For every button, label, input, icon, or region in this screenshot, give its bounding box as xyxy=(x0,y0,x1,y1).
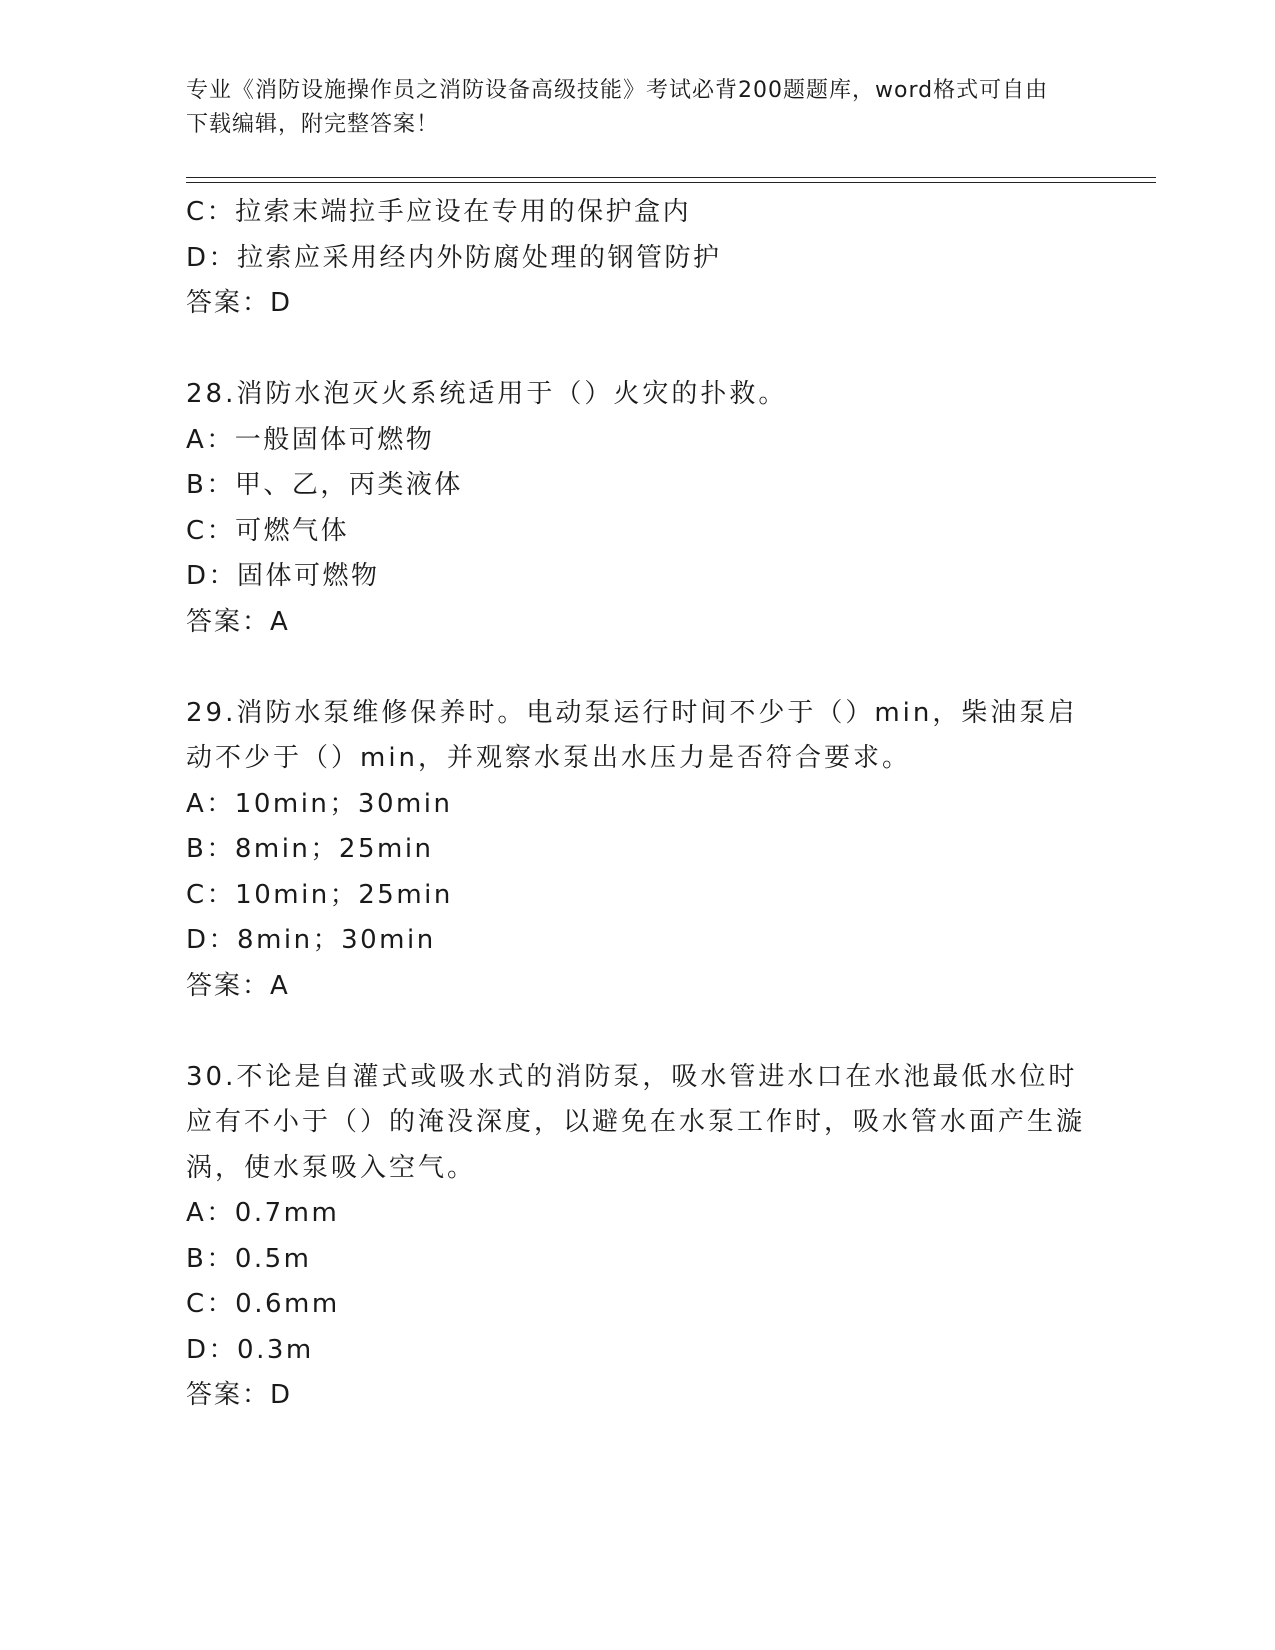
question-content xyxy=(186,190,1086,1419)
option-c: C：10min；25min xyxy=(186,879,453,910)
answer-label: 答案：A xyxy=(186,970,290,1001)
question-stem: 29.消防水泵维修保养时。电动泵运行时间不少于（）min，柴油泵启动不少于（）min，并观察水泵出水压力是否符合要求。 xyxy=(186,697,1078,773)
spacer xyxy=(186,327,1086,373)
answer-label: 答案：D xyxy=(186,288,293,318)
option-a: A：10min；30min xyxy=(186,788,453,819)
option-c: C：0.6mm xyxy=(186,1289,340,1319)
answer-label: 答案：D xyxy=(186,1380,293,1410)
question-stem: 28.消防水泡灭火系统适用于（）火灾的扑救。 xyxy=(186,379,788,409)
option-b: B：甲、乙，丙类液体 xyxy=(186,470,463,500)
option-d: D：拉索应采用经内外防腐处理的钢管防护 xyxy=(186,242,722,273)
header-divider-bottom xyxy=(186,182,1156,183)
option-d: D：0.3m xyxy=(186,1334,314,1365)
option-c: C：可燃气体 xyxy=(186,515,350,546)
question-30 xyxy=(186,1055,1086,1419)
spacer xyxy=(186,1009,1086,1055)
spacer xyxy=(186,645,1086,691)
option-a: A：0.7mm xyxy=(186,1198,340,1228)
question-stem: 30.不论是自灌式或吸水式的消防泵，吸水管进水口在水池最低水位时应有不小于（）的淹没深度，以避免在水泵工作时，吸水管水面产生漩涡，使水泵吸入空气。 xyxy=(186,1061,1086,1183)
option-b: B：8min；25min xyxy=(186,834,434,864)
option-d: D：8min；30min xyxy=(186,925,436,955)
option-b: B：0.5m xyxy=(186,1243,312,1274)
option-c: C：拉索末端拉手应设在专用的保护盒内 xyxy=(186,197,692,227)
document-header: 专业《消防设施操作员之消防设备高级技能》考试必背200题题库，word格式可自由下载编辑，附完整答案！ xyxy=(186,78,1049,137)
question-27-continued xyxy=(186,190,1086,327)
option-a: A：一般固体可燃物 xyxy=(186,424,435,455)
question-29 xyxy=(186,691,1086,1010)
header-divider-top xyxy=(186,177,1156,178)
option-d: D：固体可燃物 xyxy=(186,561,380,591)
answer-label: 答案：A xyxy=(186,606,290,637)
question-28 xyxy=(186,372,1086,645)
